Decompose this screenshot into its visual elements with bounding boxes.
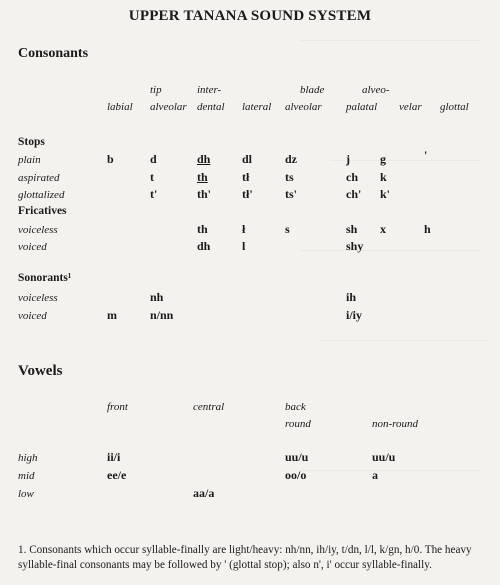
- vowels-mid-back-nonround: a: [372, 468, 378, 482]
- col-palatal-top: alveo-: [362, 84, 390, 96]
- vowels-low-central: aa/a: [193, 486, 215, 500]
- stops-plain-alveolar: d: [150, 152, 157, 166]
- sonorants-voiced-label: voiced: [18, 310, 47, 322]
- vowels-col-nonround: non-round: [372, 418, 419, 430]
- fricatives-voiceless-dental: th: [197, 222, 208, 236]
- col-lateral: lateral: [242, 101, 272, 113]
- stops-glottalized-palatal: ch': [346, 187, 362, 201]
- vowels-col-front: front: [107, 401, 128, 413]
- sonorants-voiced-palatal: i/iy: [346, 308, 363, 322]
- col-dental-top: inter-: [197, 84, 222, 96]
- footnote: 1. Consonants which occur syllable-finally are light/heavy: nh/nn, ih/iy, t/dn, l/l, k/gn, h/0. The heavy syllable-final consonants may be followed by ' (glottal stop); also n', i' occur syllable-finally.: [18, 544, 472, 571]
- vowels-low-label: low: [18, 488, 34, 500]
- col-blade: alveolar: [285, 101, 322, 113]
- stops-aspirated-dental: th: [197, 170, 208, 184]
- stops-plain-blade: dz: [285, 152, 297, 166]
- col-labial: labial: [107, 101, 133, 113]
- stops-heading: Stops: [18, 136, 45, 148]
- vowels-high-back-nonround: uu/u: [372, 450, 396, 464]
- fricatives-heading: Fricatives: [18, 205, 67, 217]
- col-alveolar-top: tip: [150, 84, 162, 96]
- stops-glottalized-label: glottalized: [18, 189, 65, 201]
- stops-plain-lateral: dl: [242, 152, 253, 166]
- sonorants-voiceless-palatal: ih: [346, 290, 357, 304]
- vowels-mid-front: ee/e: [107, 468, 127, 482]
- fricatives-voiceless-palatal: sh: [346, 222, 358, 236]
- stops-glottalized-blade: ts': [285, 187, 297, 201]
- vowels-col-back: back: [285, 401, 306, 413]
- col-palatal: palatal: [346, 101, 378, 113]
- sonorants-heading: Sonorants¹: [18, 272, 72, 284]
- consonants-heading: Consonants: [18, 46, 89, 61]
- col-glottal: glottal: [440, 101, 469, 113]
- vowels-mid-label: mid: [18, 470, 35, 482]
- vowels-heading: Vowels: [18, 363, 63, 379]
- stops-plain-label: plain: [18, 154, 41, 166]
- vowels-col-central: central: [193, 401, 225, 413]
- col-blade-top: blade: [300, 84, 325, 96]
- stops-aspirated-velar: k: [380, 170, 387, 184]
- stops-plain-velar: g: [380, 152, 386, 166]
- stops-plain-labial: b: [107, 152, 114, 166]
- stops-plain-dental: dh: [197, 152, 211, 166]
- stops-aspirated-alveolar: t: [150, 170, 154, 184]
- sonorants-voiceless-label: voiceless: [18, 292, 58, 304]
- fricatives-voiceless-velar: x: [380, 222, 386, 236]
- sonorants-voiceless-alveolar: nh: [150, 290, 164, 304]
- col-alveolar: alveolar: [150, 101, 187, 113]
- fricatives-voiced-label: voiced: [18, 241, 47, 253]
- vowels-high-front: ii/i: [107, 450, 121, 464]
- col-dental: dental: [197, 101, 225, 113]
- stops-glottalized-velar: k': [380, 187, 391, 201]
- vowels-mid-back-round: oo/o: [285, 468, 307, 482]
- stops-aspirated-blade: ts: [285, 170, 294, 184]
- col-velar: velar: [399, 101, 422, 113]
- fricatives-voiced-lateral: l: [242, 239, 246, 253]
- sonorants-voiced-labial: m: [107, 308, 117, 322]
- stops-glottalized-alveolar: t': [150, 187, 158, 201]
- stops-aspirated-palatal: ch: [346, 170, 358, 184]
- fricatives-voiced-palatal: shy: [346, 239, 364, 253]
- stops-aspirated-label: aspirated: [18, 172, 60, 184]
- stops-glottalized-dental: th': [197, 187, 212, 201]
- fricatives-voiceless-label: voiceless: [18, 224, 58, 236]
- page-title: UPPER TANANA SOUND SYSTEM: [128, 8, 372, 24]
- stops-aspirated-lateral: tł: [242, 170, 250, 184]
- fricatives-voiceless-glottal: h: [424, 222, 431, 236]
- vowels-high-label: high: [18, 452, 38, 464]
- stops-plain-glottal: ': [424, 148, 428, 162]
- sonorants-voiced-alveolar: n/nn: [150, 308, 174, 322]
- stops-glottalized-lateral: tł': [242, 187, 253, 201]
- fricatives-voiceless-blade: s: [285, 222, 290, 236]
- fricatives-voiced-dental: dh: [197, 239, 211, 253]
- stops-plain-palatal: j: [346, 152, 350, 166]
- vowels-high-back-round: uu/u: [285, 450, 309, 464]
- vowels-col-round: round: [285, 418, 311, 430]
- fricatives-voiceless-lateral: ł: [242, 222, 246, 236]
